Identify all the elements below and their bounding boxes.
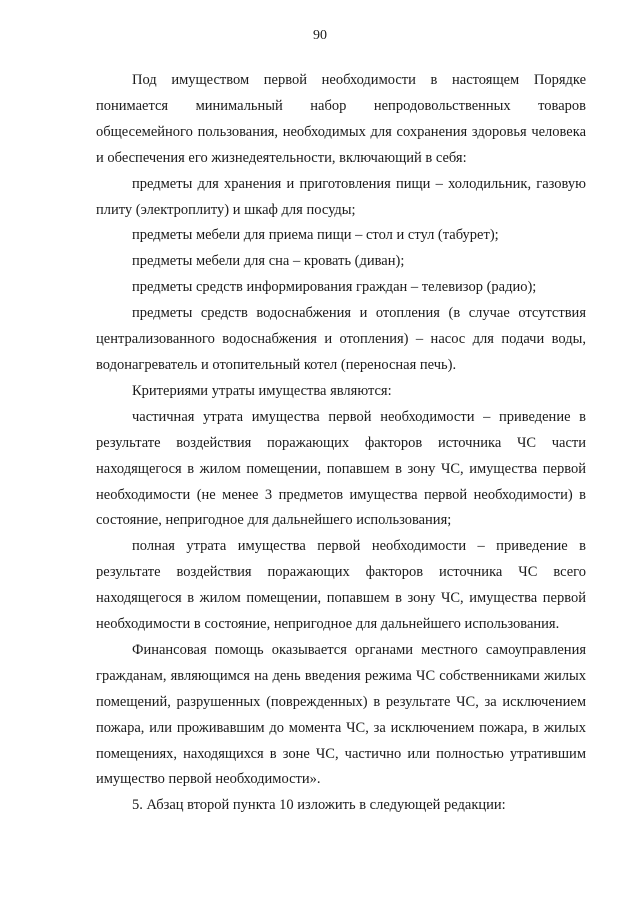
- paragraph-information-devices: предметы средств информирования граждан – телевизор (радио);: [132, 279, 537, 296]
- paragraph-partial-loss: частичная утрата имущества первой необходимости – приведение в результате воздействия поражающих факторов источника ЧС части находящегося в жилом помещении, попавшем в зону ЧС, имущества первой необходимости (не менее 3 предметов имущества первой необходимости) в состояние, непригодное для дальнейшего использования;: [96, 408, 586, 529]
- paragraph-financial-aid: Финансовая помощь оказывается органами местного самоуправления гражданам, являющимся на день введения режима ЧС собственниками жилых помещений, разрушенных (поврежденных) в результате ЧС, за исключением пожара, или проживавшим до момента ЧС, за исключением пожара, в жилых помещениях, находящихся в зоне ЧС, частично или полностью утратившим имущество первой необходимости».: [96, 641, 586, 788]
- paragraph-full-loss: полная утрата имущества первой необходимости – приведение в результате воздействия поражающих факторов источника ЧС всего находящегося в жилом помещении, попавшем в зону ЧС, имущества первой необходимости в состояние, непригодное для дальнейшего использования.: [96, 538, 586, 633]
- paragraph-definition: Под имуществом первой необходимости в настоящем Порядке понимается минимальный набор непродовольственных товаров общесемейного пользования, необходимых для сохранения здоровья человека и обеспечения его жизнедеятельности, включающий в себя:: [96, 72, 586, 166]
- paragraph-dining-furniture: предметы мебели для приема пищи – стол и стул (табурет);: [132, 227, 499, 244]
- document-body: [96, 68, 586, 819]
- paragraph-amendment: 5. Абзац второй пункта 10 изложить в следующей редакции:: [132, 797, 506, 814]
- paragraph-loss-criteria: Критериями утраты имущества являются:: [132, 382, 392, 399]
- paragraph-water-heating: предметы средств водоснабжения и отопления (в случае отсутствия централизованного водоснабжения и отопления) – насос для подачи воды, водонагреватель и отопительный котел (переносная печь).: [96, 305, 586, 373]
- paragraph-food-storage: предметы для хранения и приготовления пищи – холодильник, газовую плиту (электроплиту) и шкаф для посуды;: [96, 175, 586, 218]
- page-number: 90: [313, 28, 327, 43]
- paragraph-sleeping-furniture: предметы мебели для сна – кровать (диван);: [132, 253, 405, 270]
